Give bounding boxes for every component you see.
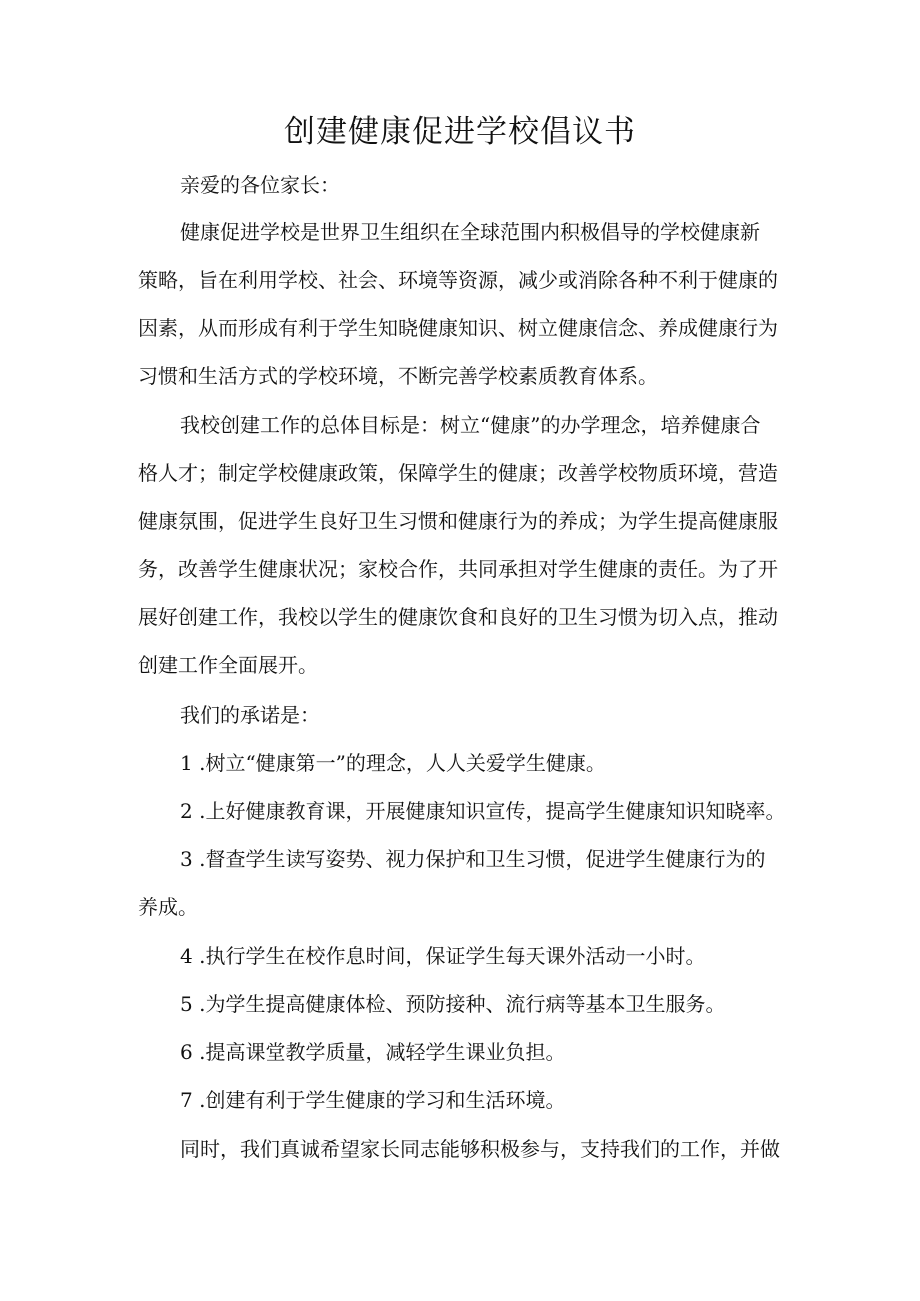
commitment-item-2: 2 .上好健康教育课，开展健康知识宣传，提高学生健康知识知晓率。 xyxy=(180,799,786,823)
commitment-item-4: 4 .执行学生在校作息时间，保证学生每天课外活动一小时。 xyxy=(180,944,706,968)
greeting: 亲爱的各位家长： xyxy=(180,173,340,197)
paragraph2-line3: 健康氛围，促进学生良好卫生习惯和健康行为的养成；为学生提高健康服 xyxy=(138,509,778,533)
commitment-item-6: 6 .提高课堂教学质量，减轻学生课业负担。 xyxy=(180,1040,566,1064)
paragraph1-line1: 健康促进学校是世界卫生组织在全球范围内积极倡导的学校健康新 xyxy=(180,220,760,244)
commitment-item-7: 7 .创建有利于学生健康的学习和生活环境。 xyxy=(180,1088,566,1112)
paragraph1-line3: 因素，从而形成有利于学生知晓健康知识、树立健康信念、养成健康行为 xyxy=(138,316,778,340)
paragraph2-line1: 我校创建工作的总体目标是：树立“健康”的办学理念，培养健康合 xyxy=(180,413,761,437)
paragraph2-line5: 展好创建工作，我校以学生的健康饮食和良好的卫生习惯为切入点，推动 xyxy=(138,605,778,629)
commitment-item-5: 5 .为学生提高健康体检、预防接种、流行病等基本卫生服务。 xyxy=(180,992,726,1016)
document-title: 创建健康促进学校倡议书 xyxy=(284,114,636,150)
commitment-intro: 我们的承诺是： xyxy=(180,703,320,727)
paragraph1-line2: 策略，旨在利用学校、社会、环境等资源，减少或消除各种不利于健康的 xyxy=(138,268,778,292)
commitment-item-1: 1 .树立“健康第一”的理念，人人关爱学生健康。 xyxy=(180,751,606,775)
paragraph2-line4: 务，改善学生健康状况；家校合作，共同承担对学生健康的责任。为了开 xyxy=(138,557,778,581)
commitment-item-3-continued: 养成。 xyxy=(138,895,198,919)
paragraph2-line2: 格人才；制定学校健康政策，保障学生的健康；改善学校物质环境，营造 xyxy=(138,461,778,485)
paragraph2-line6: 创建工作全面展开。 xyxy=(138,653,318,677)
paragraph1-line4: 习惯和生活方式的学校环境，不断完善学校素质教育体系。 xyxy=(138,364,658,388)
commitment-item-3: 3 .督查学生读写姿势、视力保护和卫生习惯，促进学生健康行为的 xyxy=(180,847,766,871)
closing-line1: 同时，我们真诚希望家长同志能够积极参与，支持我们的工作，并做 xyxy=(180,1137,780,1161)
